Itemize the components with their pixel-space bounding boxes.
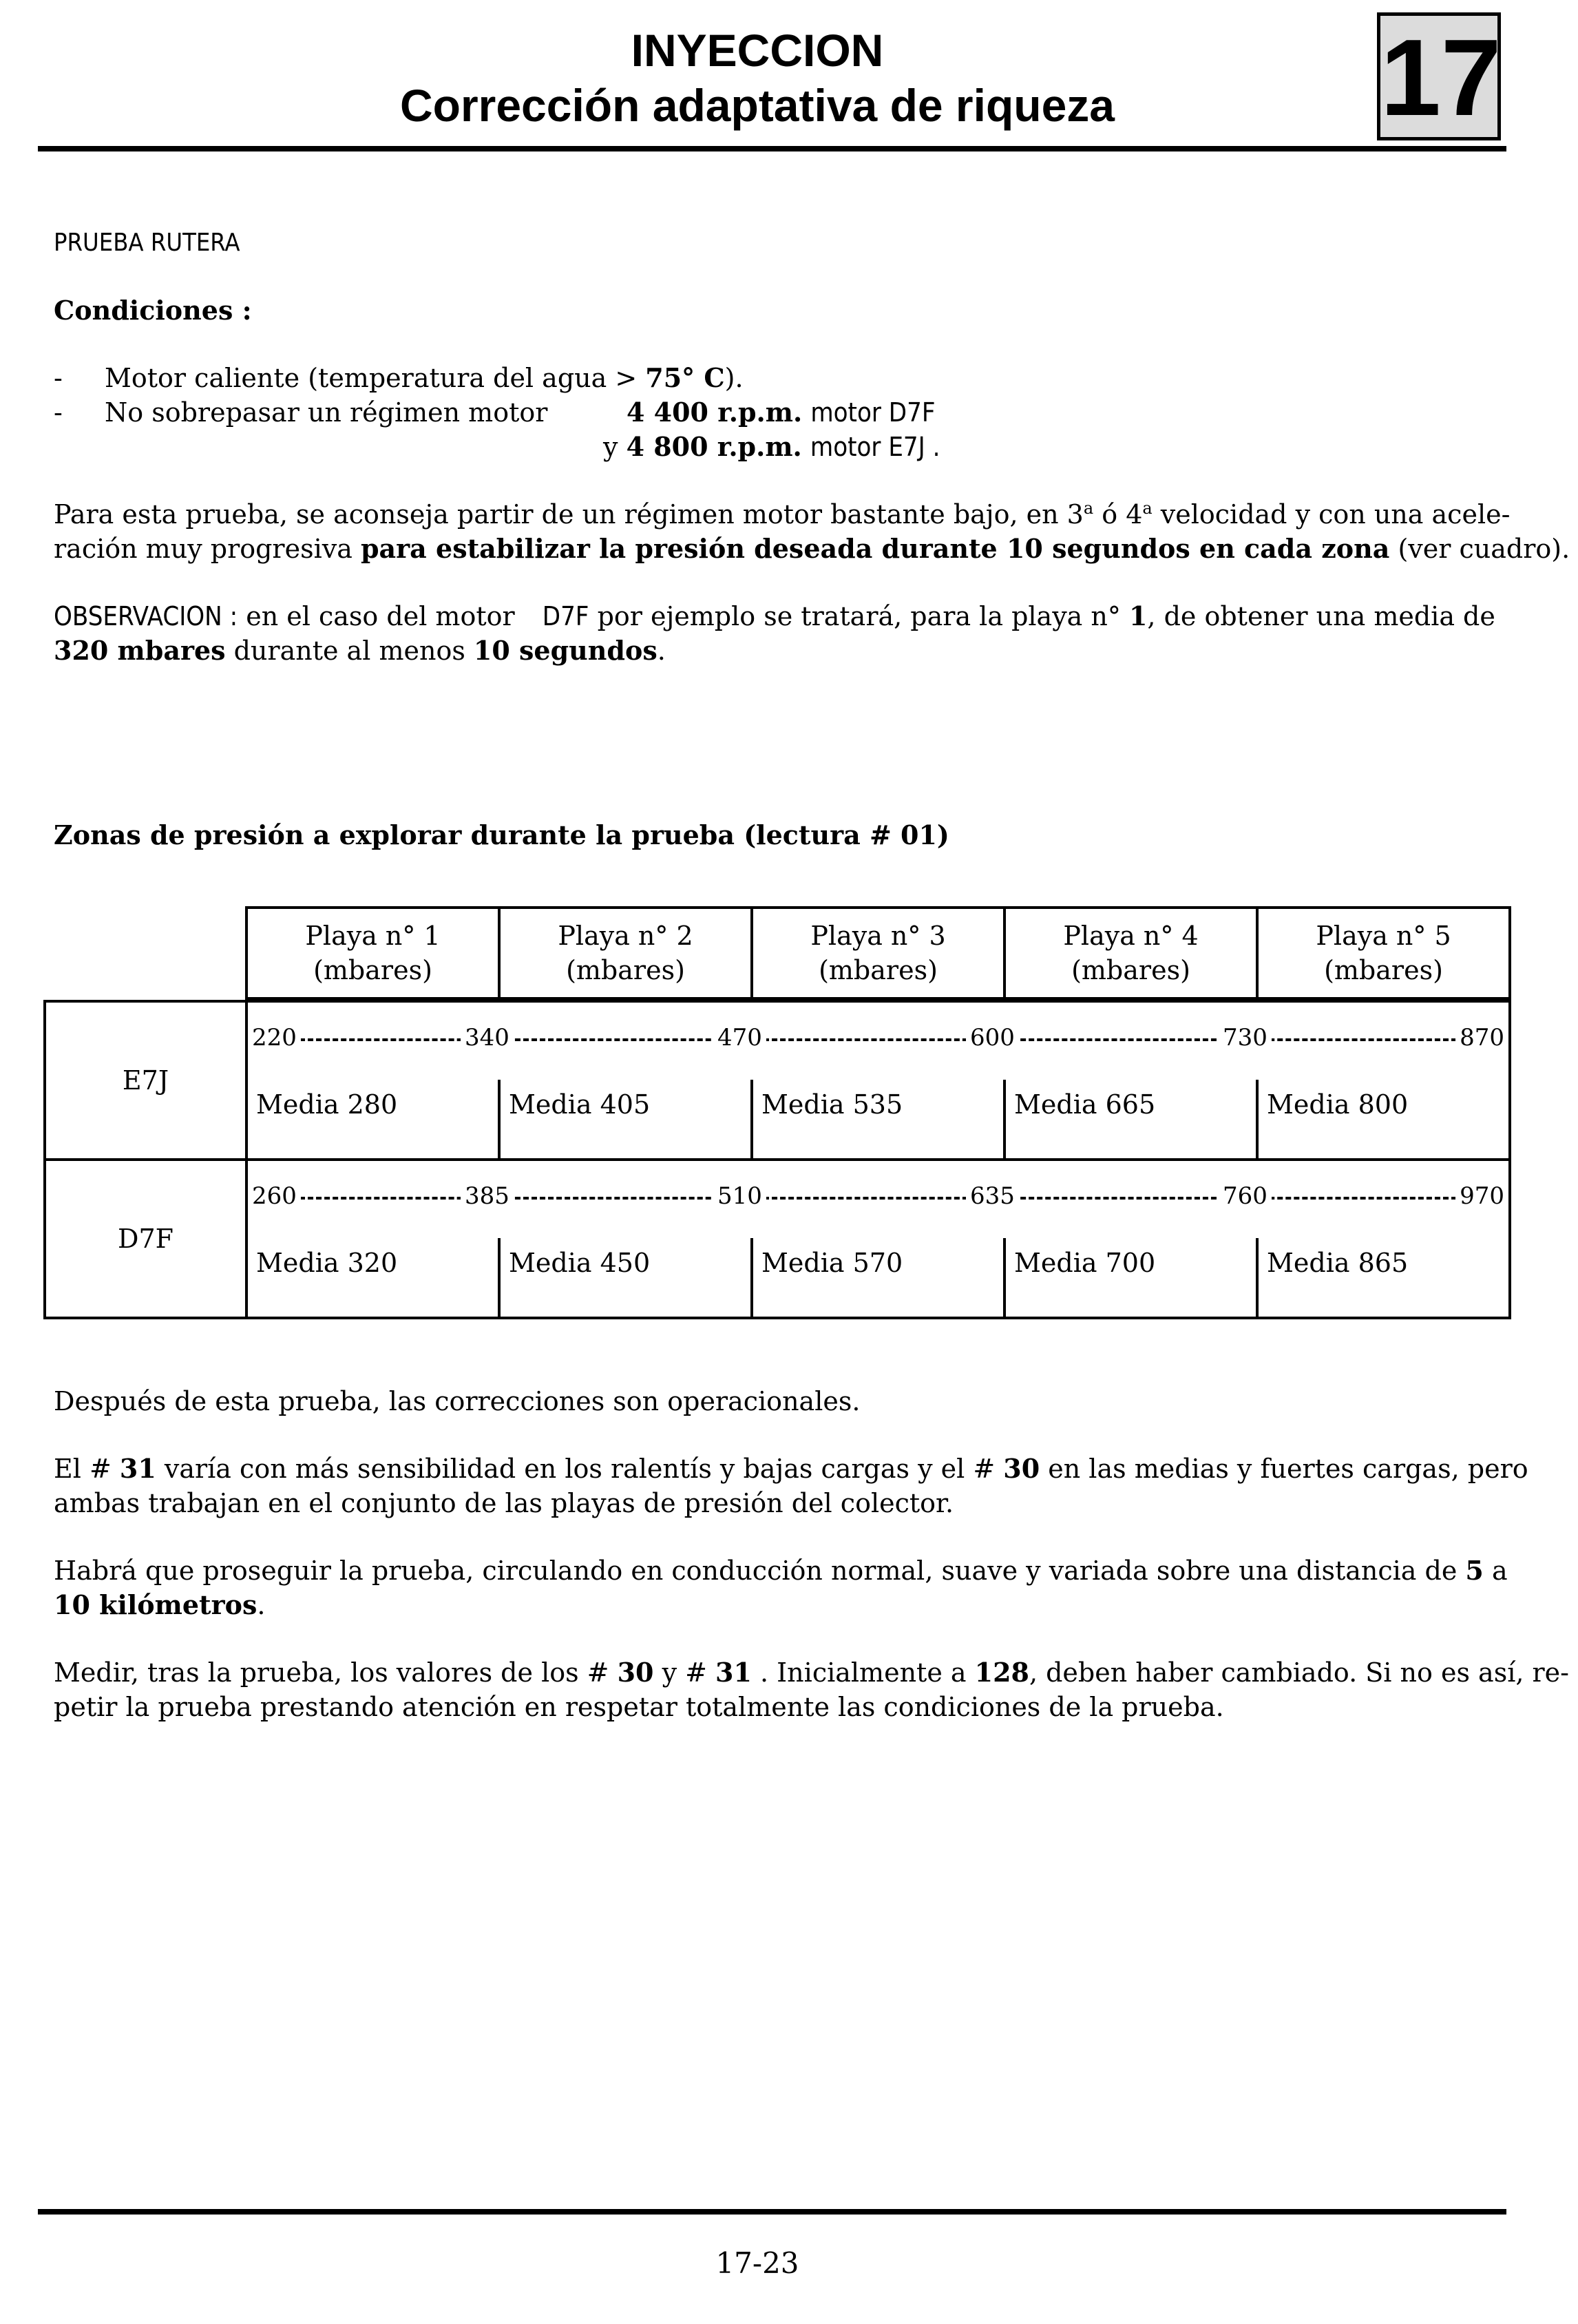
condition-item-1: - Motor caliente (temperatura del agua > 75° C). [54, 362, 744, 393]
observation-line2: 320 mbares durante al menos 10 segundos. [54, 635, 666, 666]
table-row [45, 1001, 1510, 1160]
advice-paragraph-line2: ración muy progresiva para estabilizar la presión deseada durante 10 segundos en cada zona (ver cuadro). [54, 533, 1570, 564]
page-subtitle: Corrección adaptativa de riqueza [400, 80, 1115, 131]
after-paragraph-2-line1: El # 31 varía con más sensibilidad en los ralentís y bajas cargas y el # 30 en las medias y fuertes cargas, pero [54, 1453, 1528, 1484]
media-value: Media 535 [750, 1080, 1006, 1158]
header-rule [38, 146, 1506, 151]
page-number: 17-23 [715, 2246, 799, 2280]
header-playa-1: Playa n° 1 (mbares) [246, 908, 499, 998]
footer-rule [38, 2209, 1506, 2215]
table-title: Zonas de presión a explorar durante la prueba (lectura # 01) [54, 819, 949, 850]
bounds-scale: 220 340 470 600 730 870 [248, 1020, 1508, 1055]
chapter-badge: 17 [1377, 12, 1501, 140]
bounds-scale: 260 385 510 635 760 970 [248, 1179, 1508, 1213]
media-value: Media 700 [1003, 1238, 1259, 1317]
table-header-row [45, 908, 1510, 998]
conditions-heading: Condiciones : [54, 295, 252, 326]
engine-label-e7j: E7J [45, 1001, 246, 1160]
rpm-limit-d7f: 4 400 r.p.m. motor D7F [627, 397, 936, 428]
media-value: Media 280 [256, 1089, 398, 1120]
advice-paragraph-line1: Para esta prueba, se aconseja partir de un régimen motor bastante bajo, en 3$^a$ ó 4$^a$ velocidad y con una acele- [54, 499, 1511, 530]
header-playa-5: Playa n° 5 (mbares) [1257, 908, 1510, 998]
after-paragraph-3-line2: 10 kilómetros. [54, 1589, 266, 1620]
header-playa-3: Playa n° 3 (mbares) [752, 908, 1004, 998]
media-value: Media 865 [1256, 1238, 1506, 1317]
media-value: Media 570 [750, 1238, 1006, 1317]
media-value: Media 665 [1003, 1080, 1259, 1158]
observation-label: OBSERVACION : [54, 601, 238, 631]
media-value: Media 450 [498, 1238, 753, 1317]
media-value: Media 320 [256, 1248, 398, 1278]
observation-line1: OBSERVACION : en el caso del motor D7F por ejemplo se tratará, para la playa n° 1, de obtener una media de [54, 600, 1495, 631]
pressure-range-d7f [246, 1160, 1510, 1318]
after-paragraph-3-line1: Habrá que proseguir la prueba, circulando en conducción normal, suave y variada sobre una distancia de 5 a [54, 1555, 1508, 1586]
rpm-limit-e7j: y 4 800 r.p.m. motor E7J . [603, 431, 940, 462]
header-playa-4: Playa n° 4 (mbares) [1004, 908, 1257, 998]
after-paragraph-2-line2: ambas trabajan en el conjunto de las playas de presión del colector. [54, 1488, 954, 1518]
after-paragraph-4-line1: Medir, tras la prueba, los valores de los # 30 y # 31 . Inicialmente a 128, deben haber cambiado. Si no es así, re- [54, 1657, 1569, 1688]
page-title: INYECCION [631, 25, 884, 76]
after-paragraph-4-line2: petir la prueba prestando atención en respetar totalmente las condiciones de la prueba. [54, 1692, 1224, 1722]
media-value: Media 405 [498, 1080, 753, 1158]
pressure-zones-table [43, 906, 1511, 1319]
section-title: PRUEBA RUTERA [54, 229, 240, 257]
media-value: Media 800 [1256, 1080, 1506, 1158]
pressure-range-e7j [246, 1001, 1510, 1160]
engine-label-d7f: D7F [45, 1160, 246, 1318]
after-paragraph-1: Después de esta prueba, las correcciones son operacionales. [54, 1386, 861, 1416]
condition-item-2: - No sobrepasar un régimen motor [54, 397, 548, 428]
header-playa-2: Playa n° 2 (mbares) [499, 908, 752, 998]
table-row [45, 1160, 1510, 1318]
